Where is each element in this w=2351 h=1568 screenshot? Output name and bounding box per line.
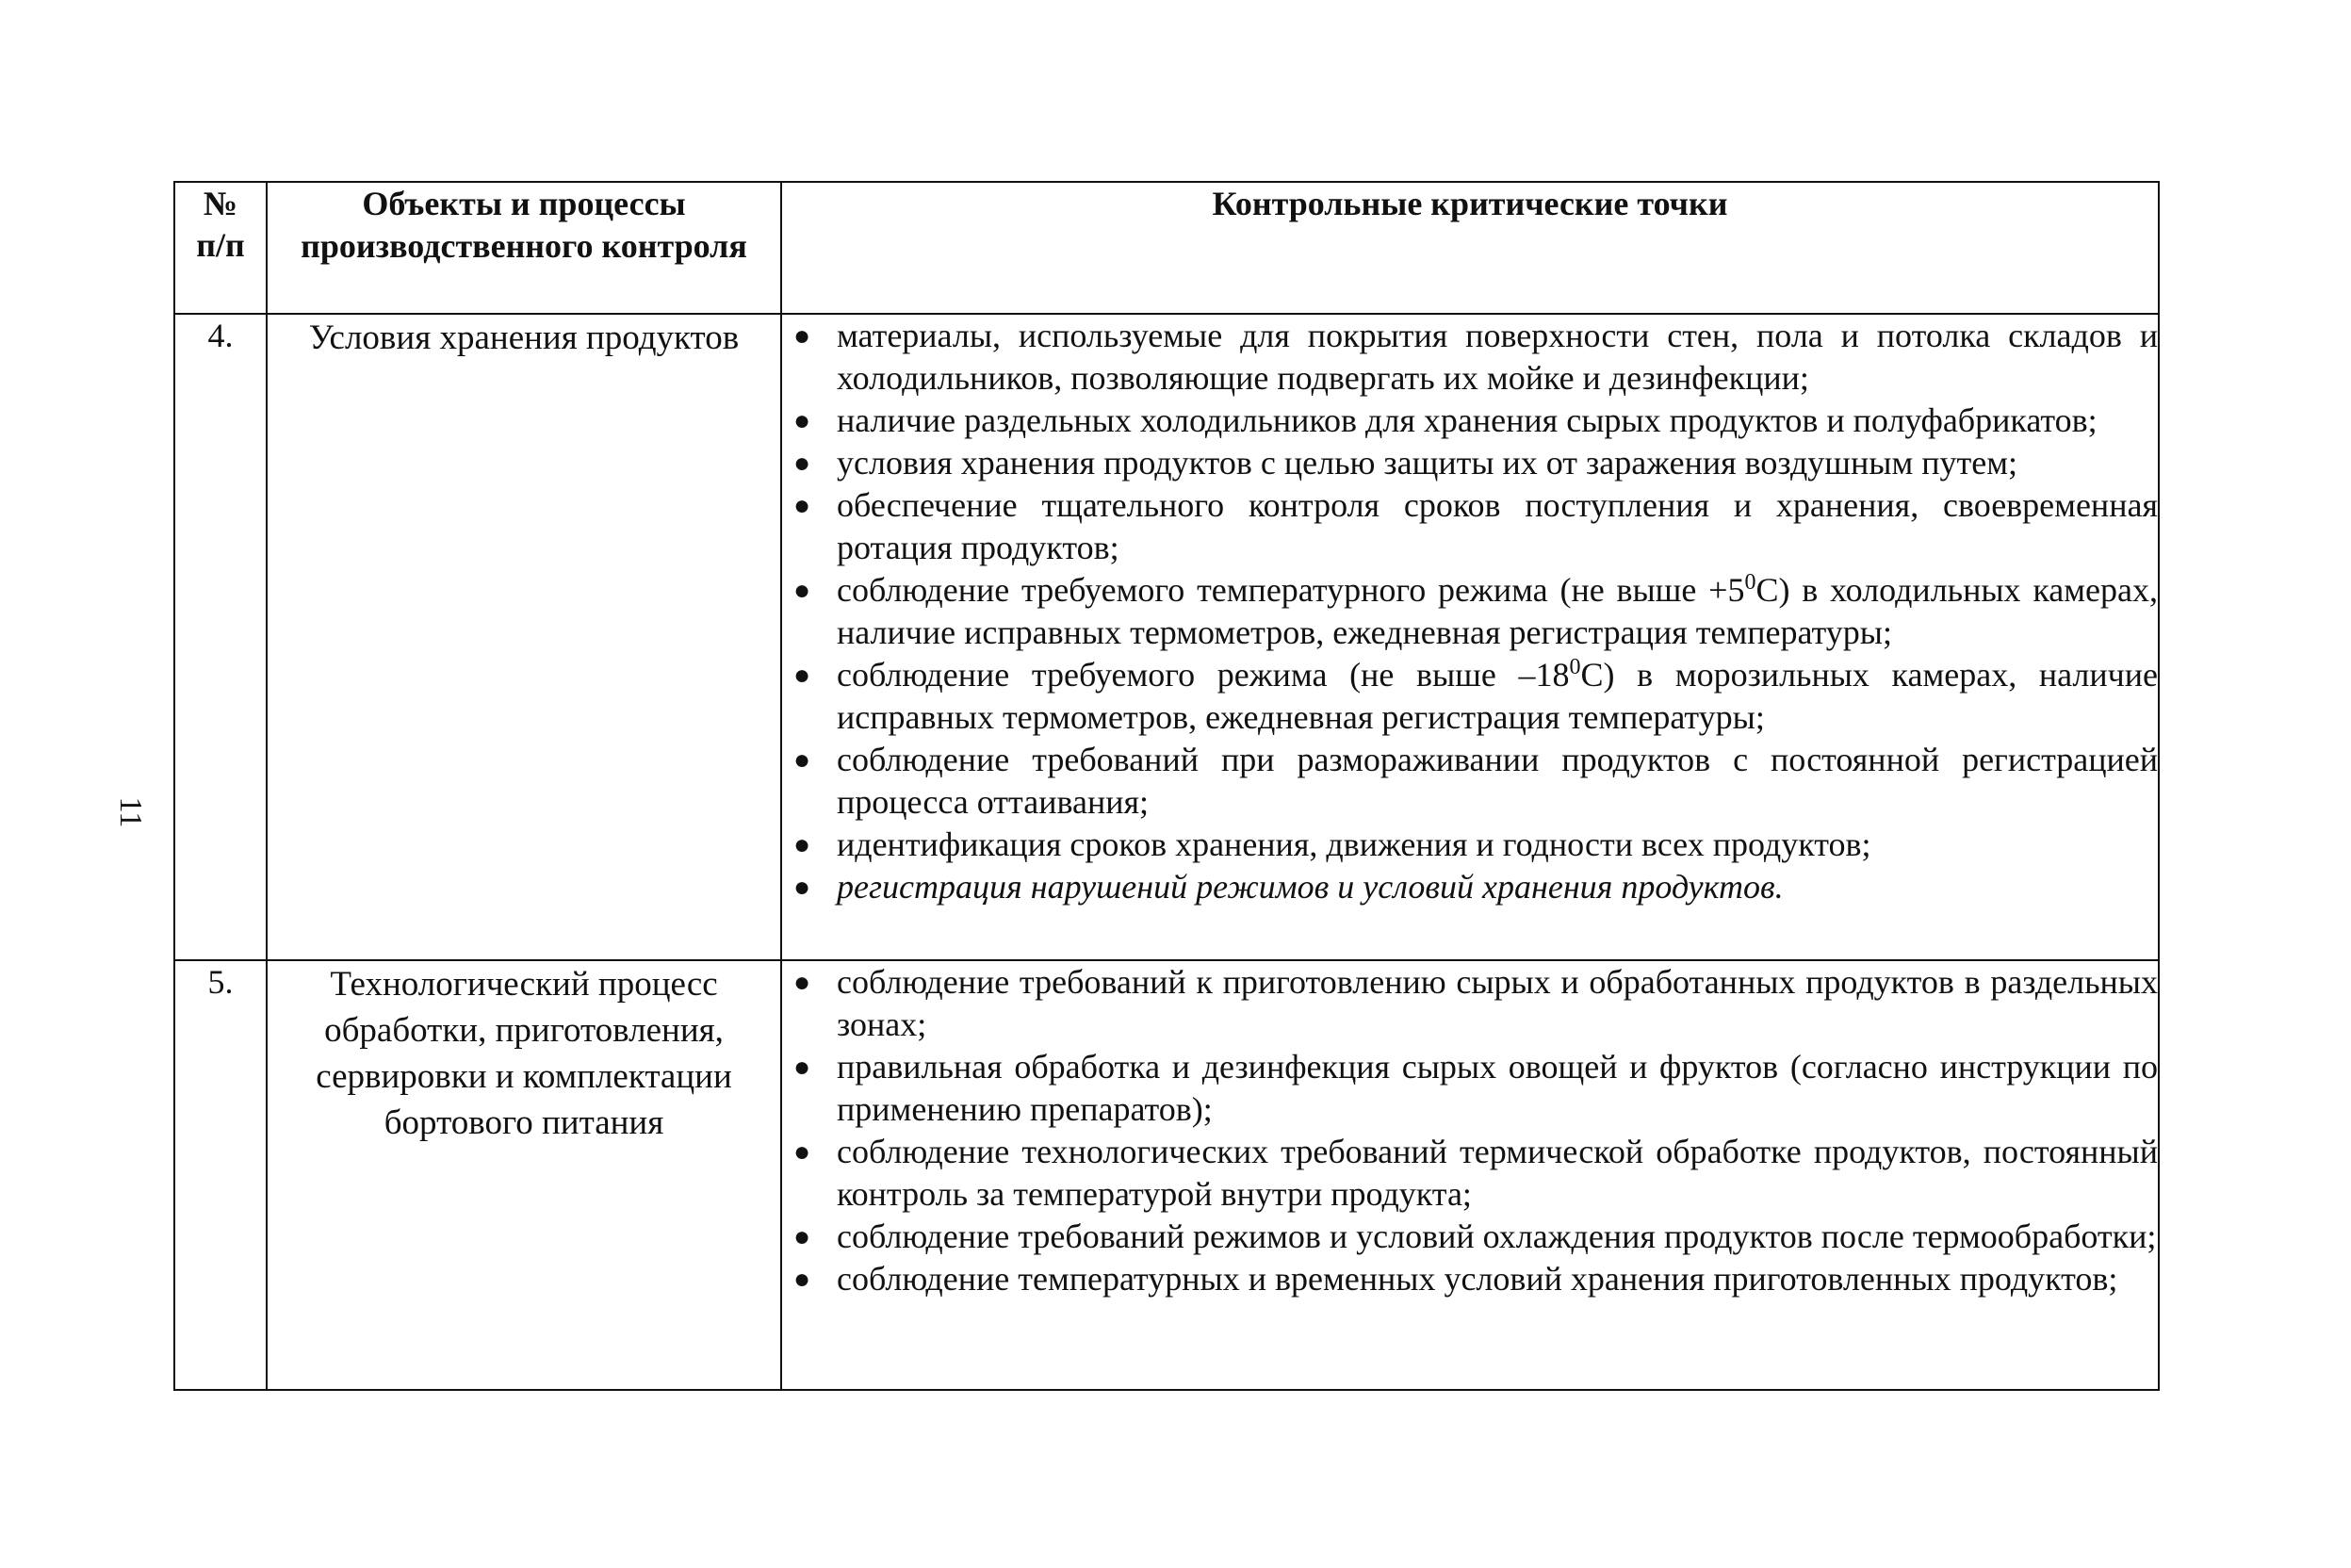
list-item: ● условия хранения продуктов с целью защиты их от заражения воздушным путем; xyxy=(782,442,2158,484)
row-4-object: Условия хранения продуктов xyxy=(267,314,781,960)
bullet-icon: ● xyxy=(792,575,811,606)
table-row-4 xyxy=(174,314,2159,960)
bullet-icon: ● xyxy=(792,1136,811,1168)
row-5-points-list xyxy=(782,961,2158,1300)
bullet-icon: ● xyxy=(792,1052,811,1083)
bullet-icon: ● xyxy=(792,320,811,351)
bullet-icon: ● xyxy=(792,967,811,998)
list-item: ● соблюдение требований при размораживании продуктов с постоянной регистрацией процесса оттаивания; xyxy=(782,739,2158,824)
page-number: 11 xyxy=(113,796,148,828)
list-item: ● соблюдение требований режимов и условий охлаждения продуктов после термообработки; xyxy=(782,1216,2158,1258)
list-item: ● соблюдение температурных и временных условий хранения приготовленных продуктов; xyxy=(782,1258,2158,1300)
header-number xyxy=(174,182,267,314)
bullet-icon: ● xyxy=(792,872,811,903)
list-item: ● соблюдение требуемого температурного режима (не выше $+5^0С$) в холодильных камерах, наличие исправных термометров, ежедневная регистрация температуры; xyxy=(782,569,2158,654)
bullet-icon: ● xyxy=(792,448,811,479)
list-item: ● наличие раздельных холодильников для хранения сырых продуктов и полуфабрикатов; xyxy=(782,400,2158,442)
row-5-object: Технологический процесс обработки, приготовления, сервировки и комплектации бортового питания xyxy=(267,960,781,1390)
bullet-icon: ● xyxy=(792,829,811,860)
row-4-points xyxy=(781,314,2159,960)
row-4-number: 4. xyxy=(174,314,267,960)
row-4-points-list xyxy=(782,315,2158,908)
bullet-icon: ● xyxy=(792,660,811,691)
table-header-row xyxy=(174,182,2159,314)
bullet-icon: ● xyxy=(792,1221,811,1252)
table-row-5 xyxy=(174,960,2159,1390)
header-objects: Объекты и процессы производственного контроля xyxy=(267,182,781,314)
header-number-line-1: № xyxy=(203,185,238,222)
control-points-table xyxy=(173,181,2160,1391)
list-item: ● обеспечение тщательного контроля сроков поступления и хранения, своевременная ротация продуктов; xyxy=(782,484,2158,569)
list-item: ● регистрация нарушений режимов и условий хранения продуктов. xyxy=(782,866,2158,908)
header-number-line-2: п/п xyxy=(196,226,245,264)
bullet-icon: ● xyxy=(792,490,811,521)
list-item: ● правильная обработка и дезинфекция сырых овощей и фруктов (согласно инструкции по применению препаратов); xyxy=(782,1046,2158,1131)
header-control-points: Контрольные критические точки xyxy=(781,182,2159,314)
list-item: ● соблюдение требований к приготовлению сырых и обработанных продуктов в раздельных зонах; xyxy=(782,961,2158,1046)
row-5-points xyxy=(781,960,2159,1390)
list-item: ● материалы, используемые для покрытия поверхности стен, пола и потолка складов и холодильников, позволяющие подвергать их мойке и дезинфекции; xyxy=(782,315,2158,400)
list-item: ● соблюдение технологических требований термической обработке продуктов, постоянный контроль за температурой внутри продукта; xyxy=(782,1131,2158,1216)
bullet-icon: ● xyxy=(792,405,811,436)
bullet-icon: ● xyxy=(792,744,811,776)
row-5-number: 5. xyxy=(174,960,267,1390)
list-item: ● идентификация сроков хранения, движения и годности всех продуктов; xyxy=(782,824,2158,866)
bullet-icon: ● xyxy=(792,1264,811,1295)
list-item: ● соблюдение требуемого режима (не выше $-18^0С$) в морозильных камерах, наличие исправных термометров, ежедневная регистрация температуры; xyxy=(782,654,2158,739)
